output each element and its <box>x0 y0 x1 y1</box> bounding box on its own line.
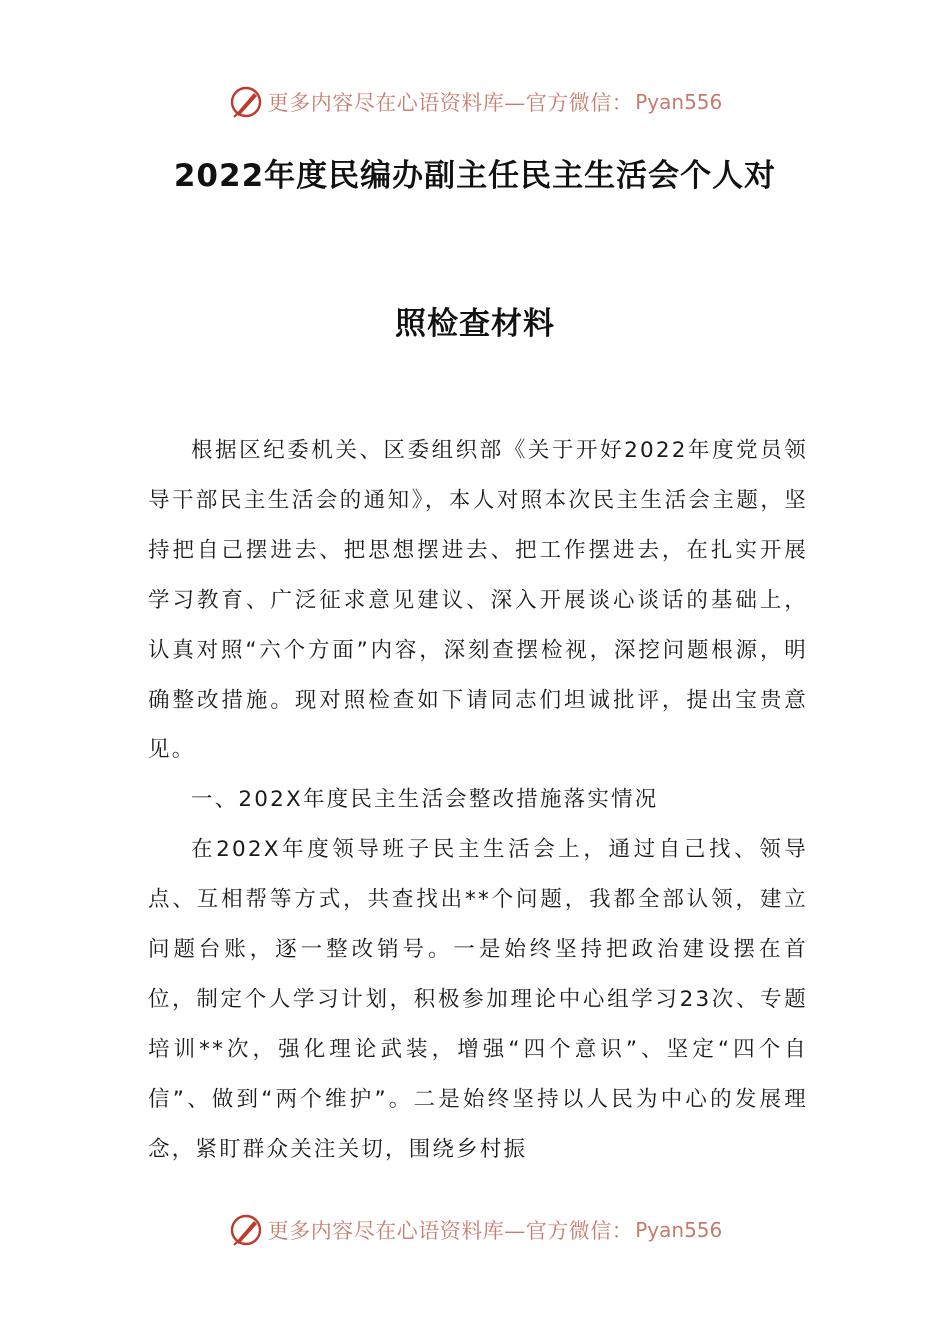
watermark-text: 更多内容尽在心语资料库—官方微信： <box>267 1219 634 1243</box>
document-title-line2: 照检查材料 <box>395 306 555 342</box>
document-body <box>148 426 808 1175</box>
watermark-text: 更多内容尽在心语资料库—官方微信： <box>267 91 634 115</box>
pen-logo-icon <box>228 1212 264 1248</box>
pen-logo-icon <box>228 84 264 120</box>
document-title-line1: 2022年度民编办副主任民主生活会个人对 <box>173 158 777 194</box>
watermark-footer <box>0 1210 950 1250</box>
watermark-wechat-id: Pyan556 <box>635 1218 723 1242</box>
paragraph-intro: 根据区纪委机关、区委组织部《关于开好2022年度党员领导干部民主生活会的通知》，本人对照本次民主生活会主题，坚持把自己摆进去、把思想摆进去、把工作摆进去，在扎实开展学习教育、广泛征求意见建议、深入开展谈心谈话的基础上，认真对照“六个方面”内容，深刻查摆检视，深挖问题根源，明确整改措施。现对照检查如下请同志们坦诚批评，提出宝贵意见。 <box>148 438 808 763</box>
paragraph-section-1: 在202X年度领导班子民主生活会上，通过自己找、领导点、互相帮等方式，共查找出**个问题，我都全部认领，建立问题台账，逐一整改销号。一是始终坚持把政治建设摆在首位，制定个人学习计划，积极参加理论中心组学习23次、专题培训**次，强化理论武装，增强“四个意识”、坚定“四个自信”、做到“两个维护”。二是始终坚持以人民为中心的发展理念，紧盯群众关注关切，围绕乡村振 <box>148 837 808 1162</box>
watermark-header <box>0 82 950 122</box>
watermark-wechat-id: Pyan556 <box>635 90 723 114</box>
section-heading-1: 一、202X年度民主生活会整改措施落实情况 <box>191 787 659 813</box>
